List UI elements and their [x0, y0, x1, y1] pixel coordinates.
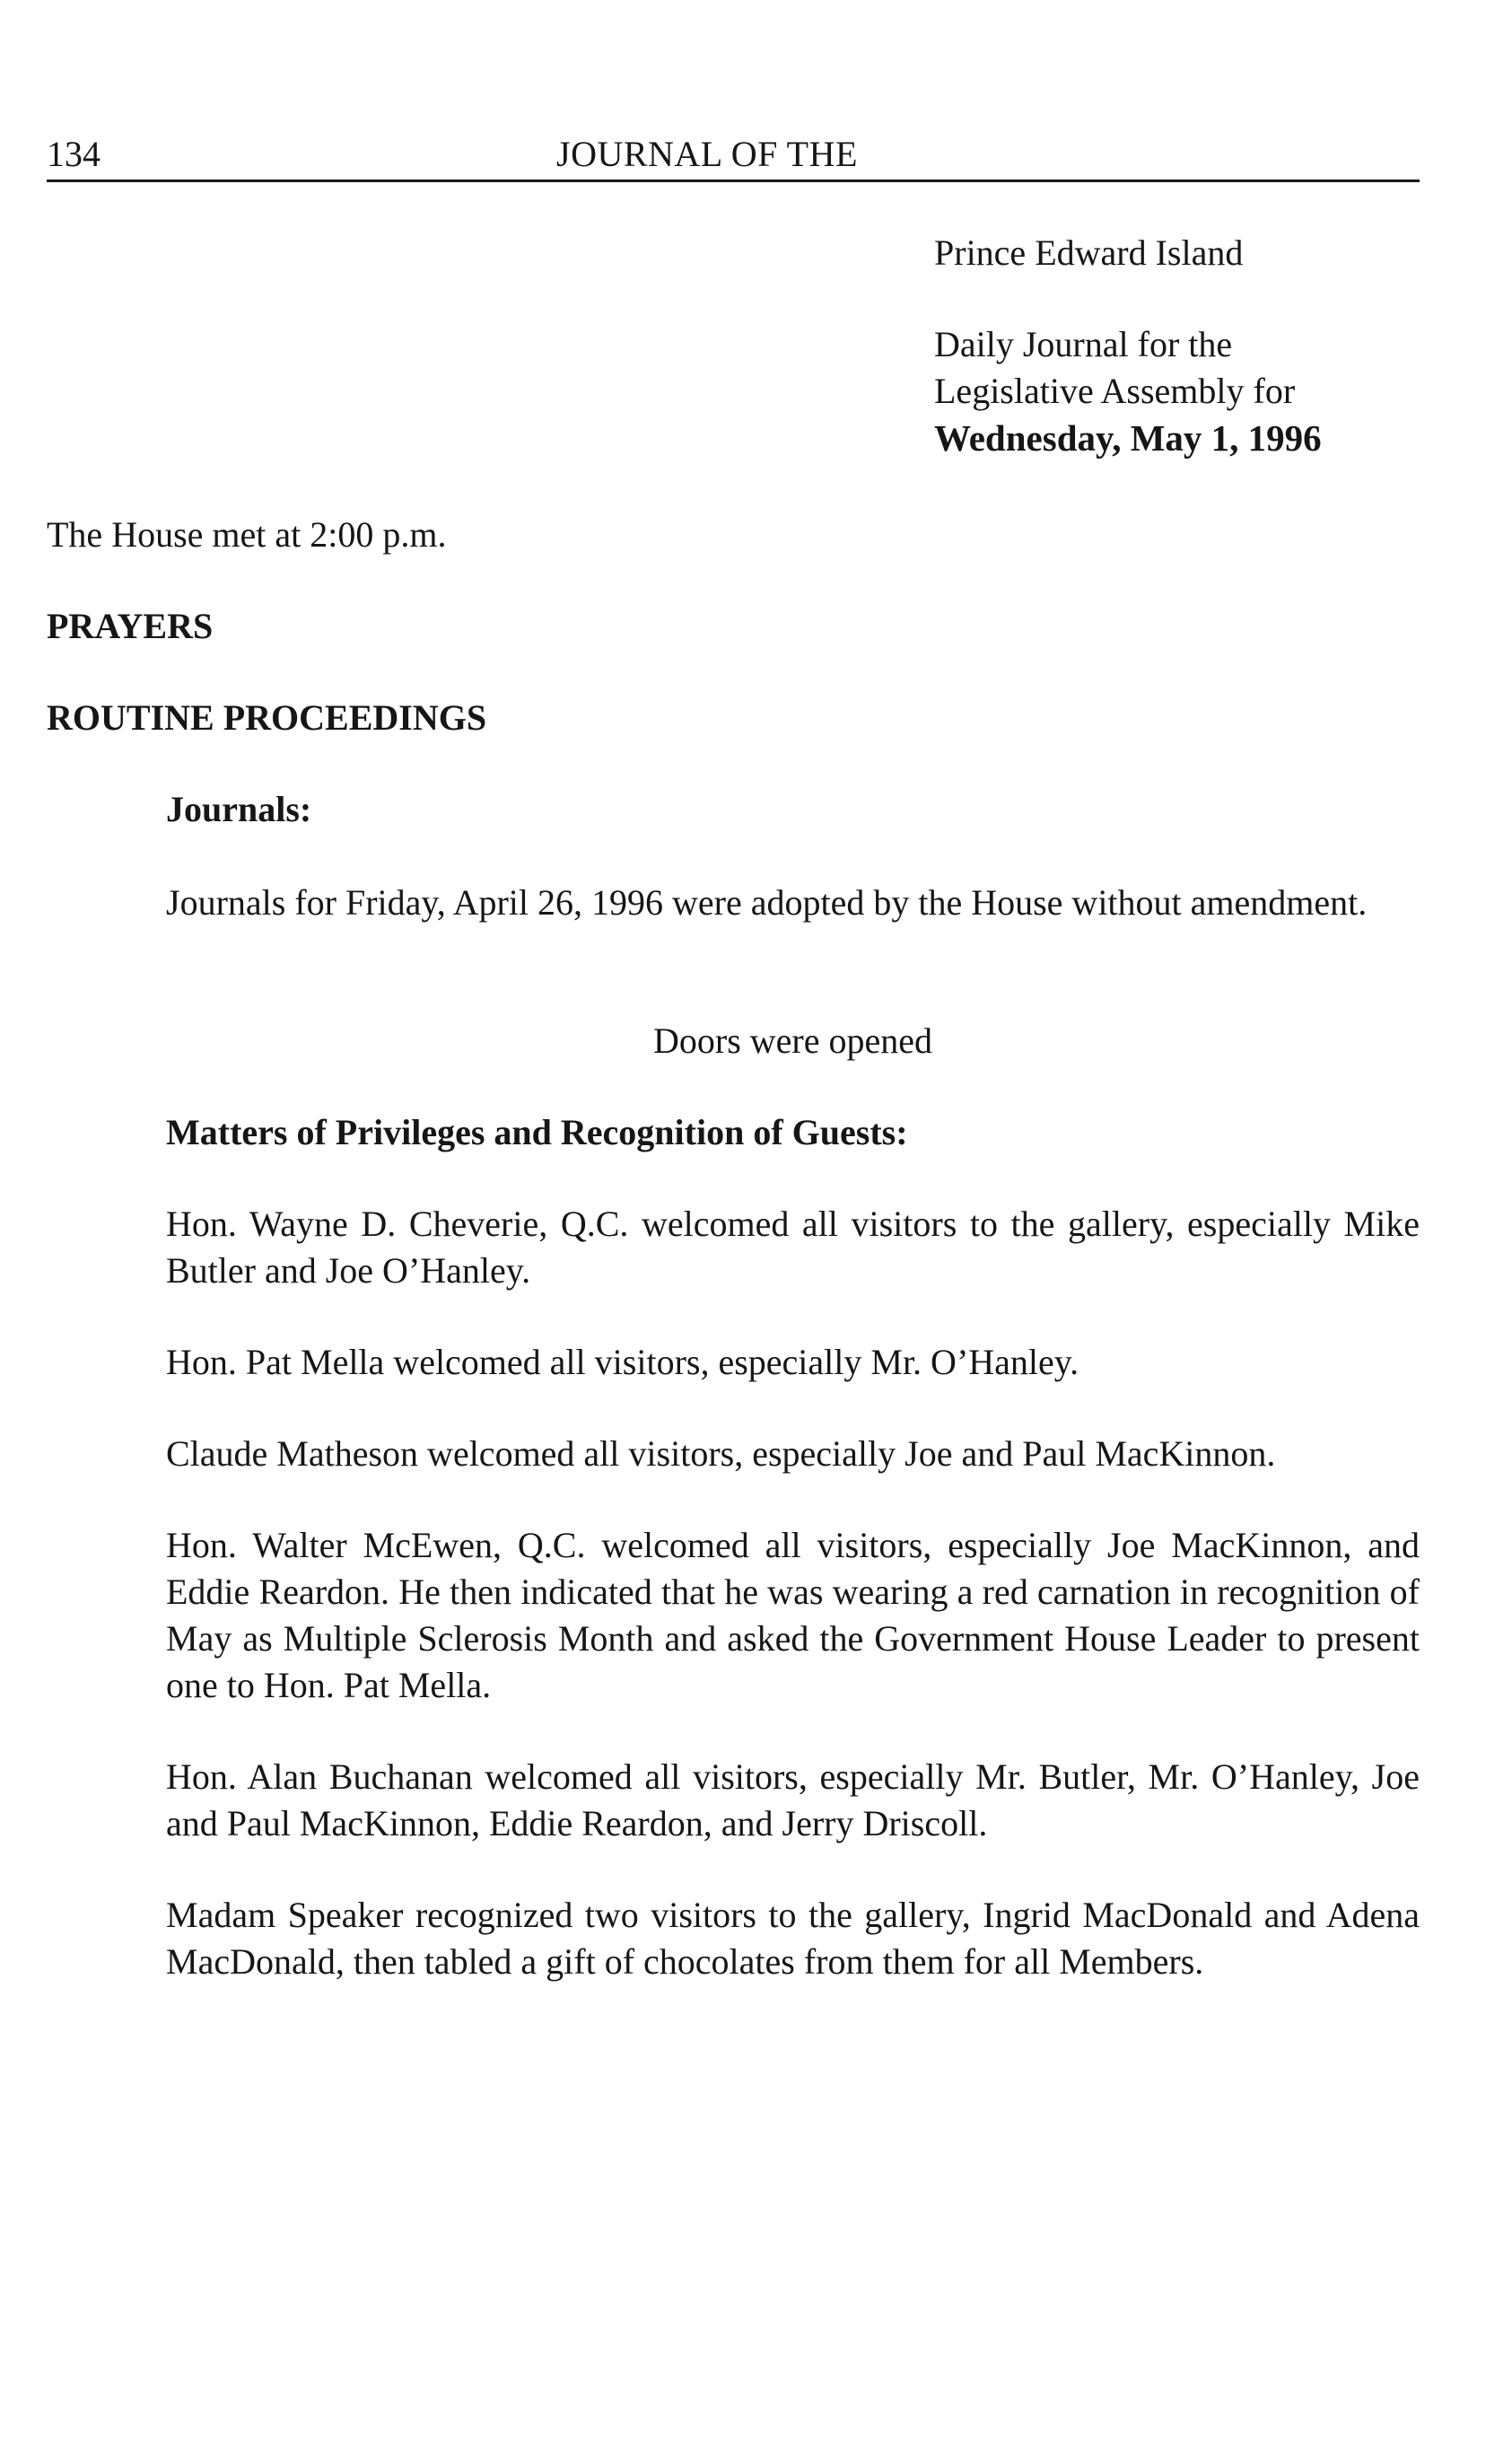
guest-paragraph: Hon. Pat Mella welcomed all visitors, especially Mr. O’Hanley. [166, 1342, 1079, 1382]
guest-paragraph: Hon. Alan Buchanan welcomed all visitors, especially Mr. Butler, Mr. O’Hanley, Joe and Paul MacKinnon, Eddie Reardon, and Jerry Driscoll. [166, 1756, 1420, 1843]
running-head: JOURNAL OF THE [556, 134, 858, 174]
guest-paragraph: Madam Speaker recognized two visitors to the gallery, Ingrid MacDonald and Adena MacDonald, then tabled a gift of chocolates from them for all Members. [166, 1895, 1420, 1982]
region-name: Prince Edward Island [934, 232, 1244, 273]
page-number: 134 [47, 134, 101, 174]
matters-heading: Matters of Privileges and Recognition of Guests: [166, 1112, 908, 1152]
journal-date: Wednesday, May 1, 1996 [934, 417, 1322, 459]
routine-proceedings-heading: ROUTINE PROCEEDINGS [47, 697, 487, 738]
journal-title-line-2: Legislative Assembly for [934, 371, 1296, 411]
guest-paragraph: Hon. Wayne D. Cheverie, Q.C. welcomed all visitors to the gallery, especially Mike Butler and Joe O’Hanley. [166, 1204, 1420, 1291]
meeting-time: The House met at 2:00 p.m. [47, 514, 447, 555]
journals-paragraph: Journals for Friday, April 26, 1996 were adopted by the House without amendment. [166, 882, 1368, 923]
guest-paragraph: Hon. Walter McEwen, Q.C. welcomed all visitors, especially Joe MacKinnon, and Eddie Reardon. He then indicated that he was wearing a red carnation in recognition of May as Multiple Sclerosis Month and asked the Government House Leader to present one to Hon. Pat Mella. [166, 1525, 1420, 1705]
prayers-heading: PRAYERS [47, 606, 214, 646]
header-rule [47, 180, 1420, 182]
doors-opened-note: Doors were opened [653, 1020, 932, 1061]
journals-heading: Journals: [166, 789, 312, 829]
guest-paragraph: Claude Matheson welcomed all visitors, especially Joe and Paul MacKinnon. [166, 1433, 1276, 1474]
journal-title-line-1: Daily Journal for the [934, 324, 1233, 364]
